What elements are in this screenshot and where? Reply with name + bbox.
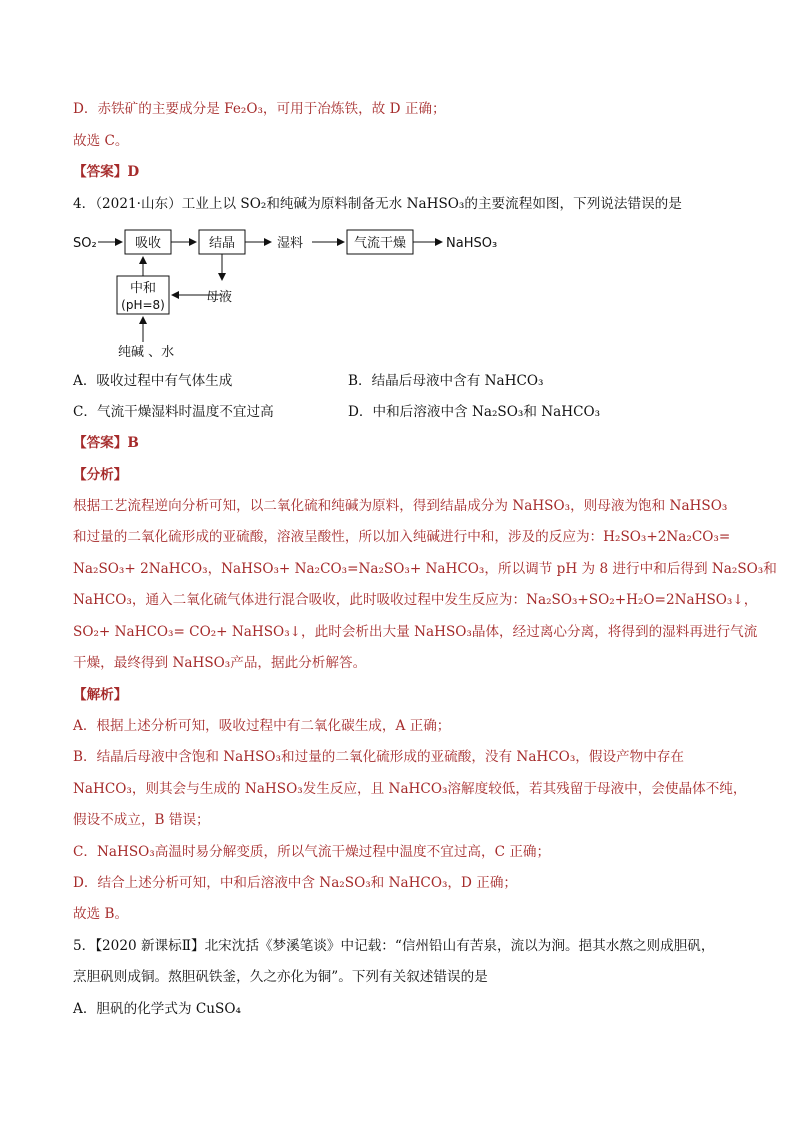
text-line: D．赤铁矿的主要成分是 Fe₂O₃，可用于冶炼铁，故 D 正确； [73, 101, 446, 117]
feed-label: 纯碱 、水 [118, 345, 175, 360]
analysis-line: Na₂SO₃+ 2NaHCO₃，NaHSO₃+ Na₂CO₃=Na₂SO₃+ NaHCO₃，所以调节 pH 为 8 进行中和后得到 Na₂SO₃和 [73, 561, 777, 577]
answer-label: 【答案】B [73, 435, 139, 451]
explanation-line: B．结晶后母液中含饱和 NaHSO₃和过量的二氧化硫形成的亚硫酸，没有 NaHCO₃，假设产物中存在 [73, 749, 685, 765]
option-c: C．气流干燥湿料时温度不宜过高 [73, 404, 274, 420]
question-5-stem: 烹胆矾则成铜。熬胆矾铁釜，久之亦化为铜”。下列有关叙述错误的是 [73, 969, 488, 985]
mother-label: 母液 [206, 290, 233, 305]
product-label: NaHSO₃ [446, 236, 498, 251]
question-5-stem: 5．【2020 新课标Ⅱ】北宋沈括《梦溪笔谈》中记载：“信州铅山有苦泉，流以为涧。挹其水熬之则成胆矾， [73, 938, 715, 954]
option-a: A．吸收过程中有气体生成 [73, 373, 233, 389]
ph-label: (pH=8) [121, 298, 165, 312]
option-a: A．胆矾的化学式为 CuSO₄ [73, 1001, 241, 1017]
so2-label: SO₂ [73, 236, 97, 251]
answer-label: 【答案】D [73, 164, 140, 180]
explanation-line: NaHCO₃，则其会与生成的 NaHSO₃发生反应，且 NaHCO₃溶解度较低，若其残留于母液中，会使晶体不纯， [73, 781, 747, 797]
explanation-line: A．根据上述分析可知，吸收过程中有二氧化碳生成，A 正确； [73, 718, 451, 734]
crystal-label: 结晶 [208, 236, 236, 251]
analysis-line: 和过量的二氧化硫形成的亚硫酸，溶液呈酸性，所以加入纯碱进行中和，涉及的反应为：H₂SO₃+2Na₂CO₃= [73, 529, 731, 545]
neutralize-label: 中和 [129, 281, 157, 296]
analysis-line: 干燥，最终得到 NaHSO₃产品，据此分析解答。 [73, 655, 367, 671]
explanation-line: 假设不成立，B 错误； [73, 812, 210, 828]
question-4-stem: 4．（2021·山东）工业上以 SO₂和纯碱为原料制备无水 NaHSO₃的主要流程如图，下列说法错误的是 [73, 196, 682, 212]
option-b: B．结晶后母液中含有 NaHCO₃ [348, 373, 544, 389]
analysis-label: 【分析】 [73, 467, 128, 483]
analysis-line: SO₂+ NaHCO₃= CO₂+ NaHSO₃↓，此时会析出大量 NaHSO₃晶体，经过离心分离，将得到的湿料再进行气流 [73, 624, 758, 640]
analysis-line: 根据工艺流程逆向分析可知，以二氧化硫和纯碱为原料，得到结晶成分为 NaHSO₃，则母液为饱和 NaHSO₃ [73, 498, 728, 514]
flow-diagram [70, 222, 530, 372]
text-line: 故选 C。 [73, 133, 129, 149]
dry-label: 气流干燥 [353, 236, 407, 251]
explanation-line: C．NaHSO₃高温时易分解变质，所以气流干燥过程中温度不宜过高，C 正确； [73, 844, 551, 860]
analysis-line: NaHCO₃，通入二氧化硫气体进行混合吸收，此时吸收过程中发生反应为：Na₂SO₃+SO₂+H₂O=2NaHSO₃↓， [73, 592, 758, 608]
option-d: D．中和后溶液中含 Na₂SO₃和 NaHCO₃ [348, 404, 601, 420]
wet-label: 湿料 [277, 236, 304, 251]
absorb-label: 吸收 [134, 236, 162, 251]
explanation-label: 【解析】 [73, 687, 128, 703]
explanation-line: D．结合上述分析可知，中和后溶液中含 Na₂SO₃和 NaHCO₃，D 正确； [73, 875, 518, 891]
explanation-line: 故选 B。 [73, 906, 129, 922]
